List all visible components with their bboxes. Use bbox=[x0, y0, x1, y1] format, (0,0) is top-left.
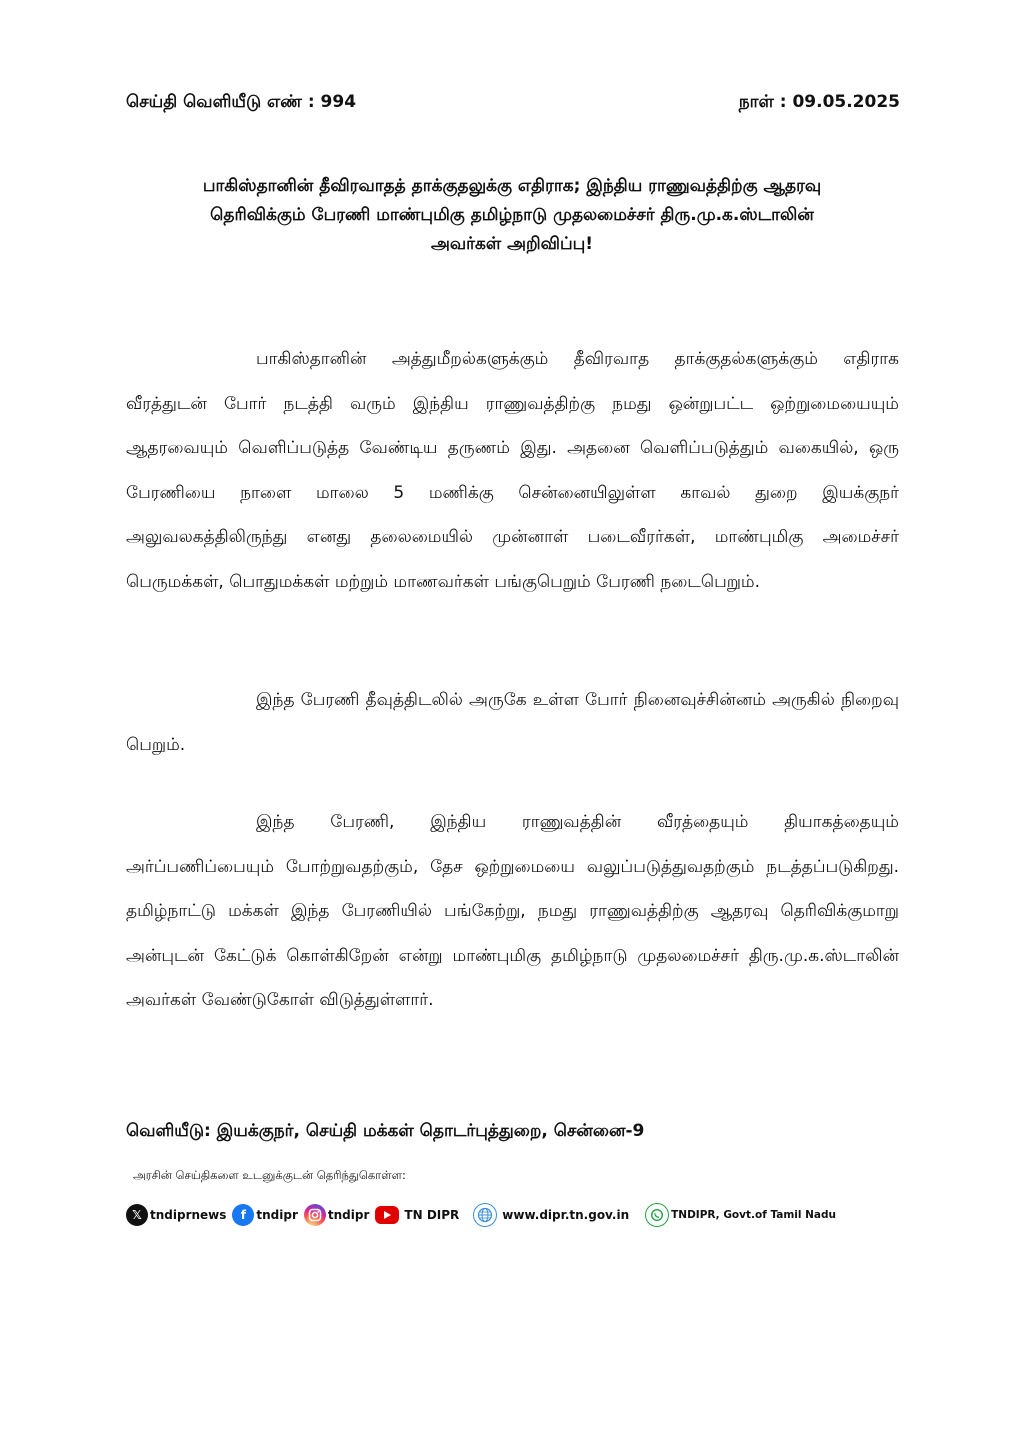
whatsapp-icon bbox=[645, 1203, 669, 1227]
x-icon: 𝕏 bbox=[126, 1204, 148, 1226]
youtube-icon bbox=[375, 1206, 399, 1224]
website-link[interactable] bbox=[473, 1203, 629, 1227]
instagram-link[interactable] bbox=[304, 1204, 370, 1226]
title-line-1: பாகிஸ்தானின் தீவிரவாதத் தாக்குதலுக்கு எதிராக; இந்திய ராணுவத்திற்கு ஆதரவு bbox=[202, 176, 822, 196]
title-line-3: அவர்கள் அறிவிப்பு! bbox=[430, 234, 594, 254]
whatsapp-link[interactable] bbox=[645, 1203, 836, 1227]
title-line-2: தெரிவிக்கும் பேரணி மாண்புமிகு தமிழ்நாடு முதலமைச்சர் திரு.மு.க.ஸ்டாலின் bbox=[210, 205, 814, 225]
globe-icon bbox=[473, 1203, 497, 1227]
publisher-line: வெளியீடு: இயக்குநர், செய்தி மக்கள் தொடர்புத்துறை, சென்னை-9 bbox=[126, 1121, 645, 1141]
facebook-icon: f bbox=[232, 1204, 254, 1226]
youtube-link[interactable] bbox=[375, 1206, 459, 1224]
youtube-handle: TN DIPR bbox=[404, 1208, 460, 1222]
instagram-icon bbox=[304, 1204, 326, 1226]
x-handle: tndiprnews bbox=[150, 1208, 227, 1222]
website-url: www.dipr.tn.gov.in bbox=[502, 1208, 630, 1222]
header-row bbox=[126, 90, 900, 116]
body-paragraph-2: இந்த பேரணி தீவுத்திடலில் அருகே உள்ள போர் நினைவுச்சின்னம் அருகில் நிறைவு பெறும். bbox=[126, 690, 899, 755]
release-number: செய்தி வெளியீடு எண் : 994 bbox=[126, 92, 357, 112]
social-links-row bbox=[126, 1201, 842, 1229]
body-paragraph-1: பாகிஸ்தானின் அத்துமீறல்களுக்கும் தீவிரவாத தாக்குதல்களுக்கும் எதிராக வீரத்துடன் போர் நடத்தி வரும் இந்திய ராணுவத்திற்கு நமது ஒன்றுபட்ட ஒற்றுமையையும் ஆதரவையும் வெளிப்படுத்த வேண்டிய தருணம் இது. அதனை வெளிப்படுத்தும் வகையில், ஒரு பேரணியை நாளை மாலை 5 மணிக்கு சென்னையிலுள்ள காவல் துறை இயக்குநர் அலுவலகத்திலிருந்து எனது தலைமையில் முன்னாள் படைவீரர்கள், மாண்புமிகு அமைச்சர் பெருமக்கள், பொதுமக்கள் மற்றும் மாணவர்கள் பங்குபெறும் பேரணி நடைபெறும். bbox=[126, 349, 899, 592]
release-title bbox=[120, 172, 904, 259]
facebook-link[interactable] bbox=[232, 1204, 298, 1226]
follow-text: அரசின் செய்திகளை உடனுக்குடன் தெரிந்துகொள்ள: bbox=[133, 1168, 406, 1182]
release-date: நாள் : 09.05.2025 bbox=[738, 92, 900, 112]
x-link[interactable] bbox=[126, 1204, 226, 1226]
facebook-handle: tndipr bbox=[256, 1208, 298, 1222]
whatsapp-label: TNDIPR, Govt.of Tamil Nadu bbox=[671, 1209, 836, 1221]
instagram-handle: tndipr bbox=[327, 1208, 370, 1222]
body-paragraph-3: இந்த பேரணி, இந்திய ராணுவத்தின் வீரத்தையும் தியாகத்தையும் அர்ப்பணிப்பையும் போற்றுவதற்கும், தேச ஒற்றுமையை வலுப்படுத்துவதற்கும் நடத்தப்படுகிறது. தமிழ்நாட்டு மக்கள் இந்த பேரணியில் பங்கேற்று, நமது ராணுவத்திற்கு ஆதரவு தெரிவிக்குமாறு அன்புடன் கேட்டுக் கொள்கிறேன் என்று மாண்புமிகு தமிழ்நாடு முதலமைச்சர் திரு.மு.க.ஸ்டாலின் அவர்கள் வேண்டுகோள் விடுத்துள்ளார். bbox=[126, 812, 899, 1010]
